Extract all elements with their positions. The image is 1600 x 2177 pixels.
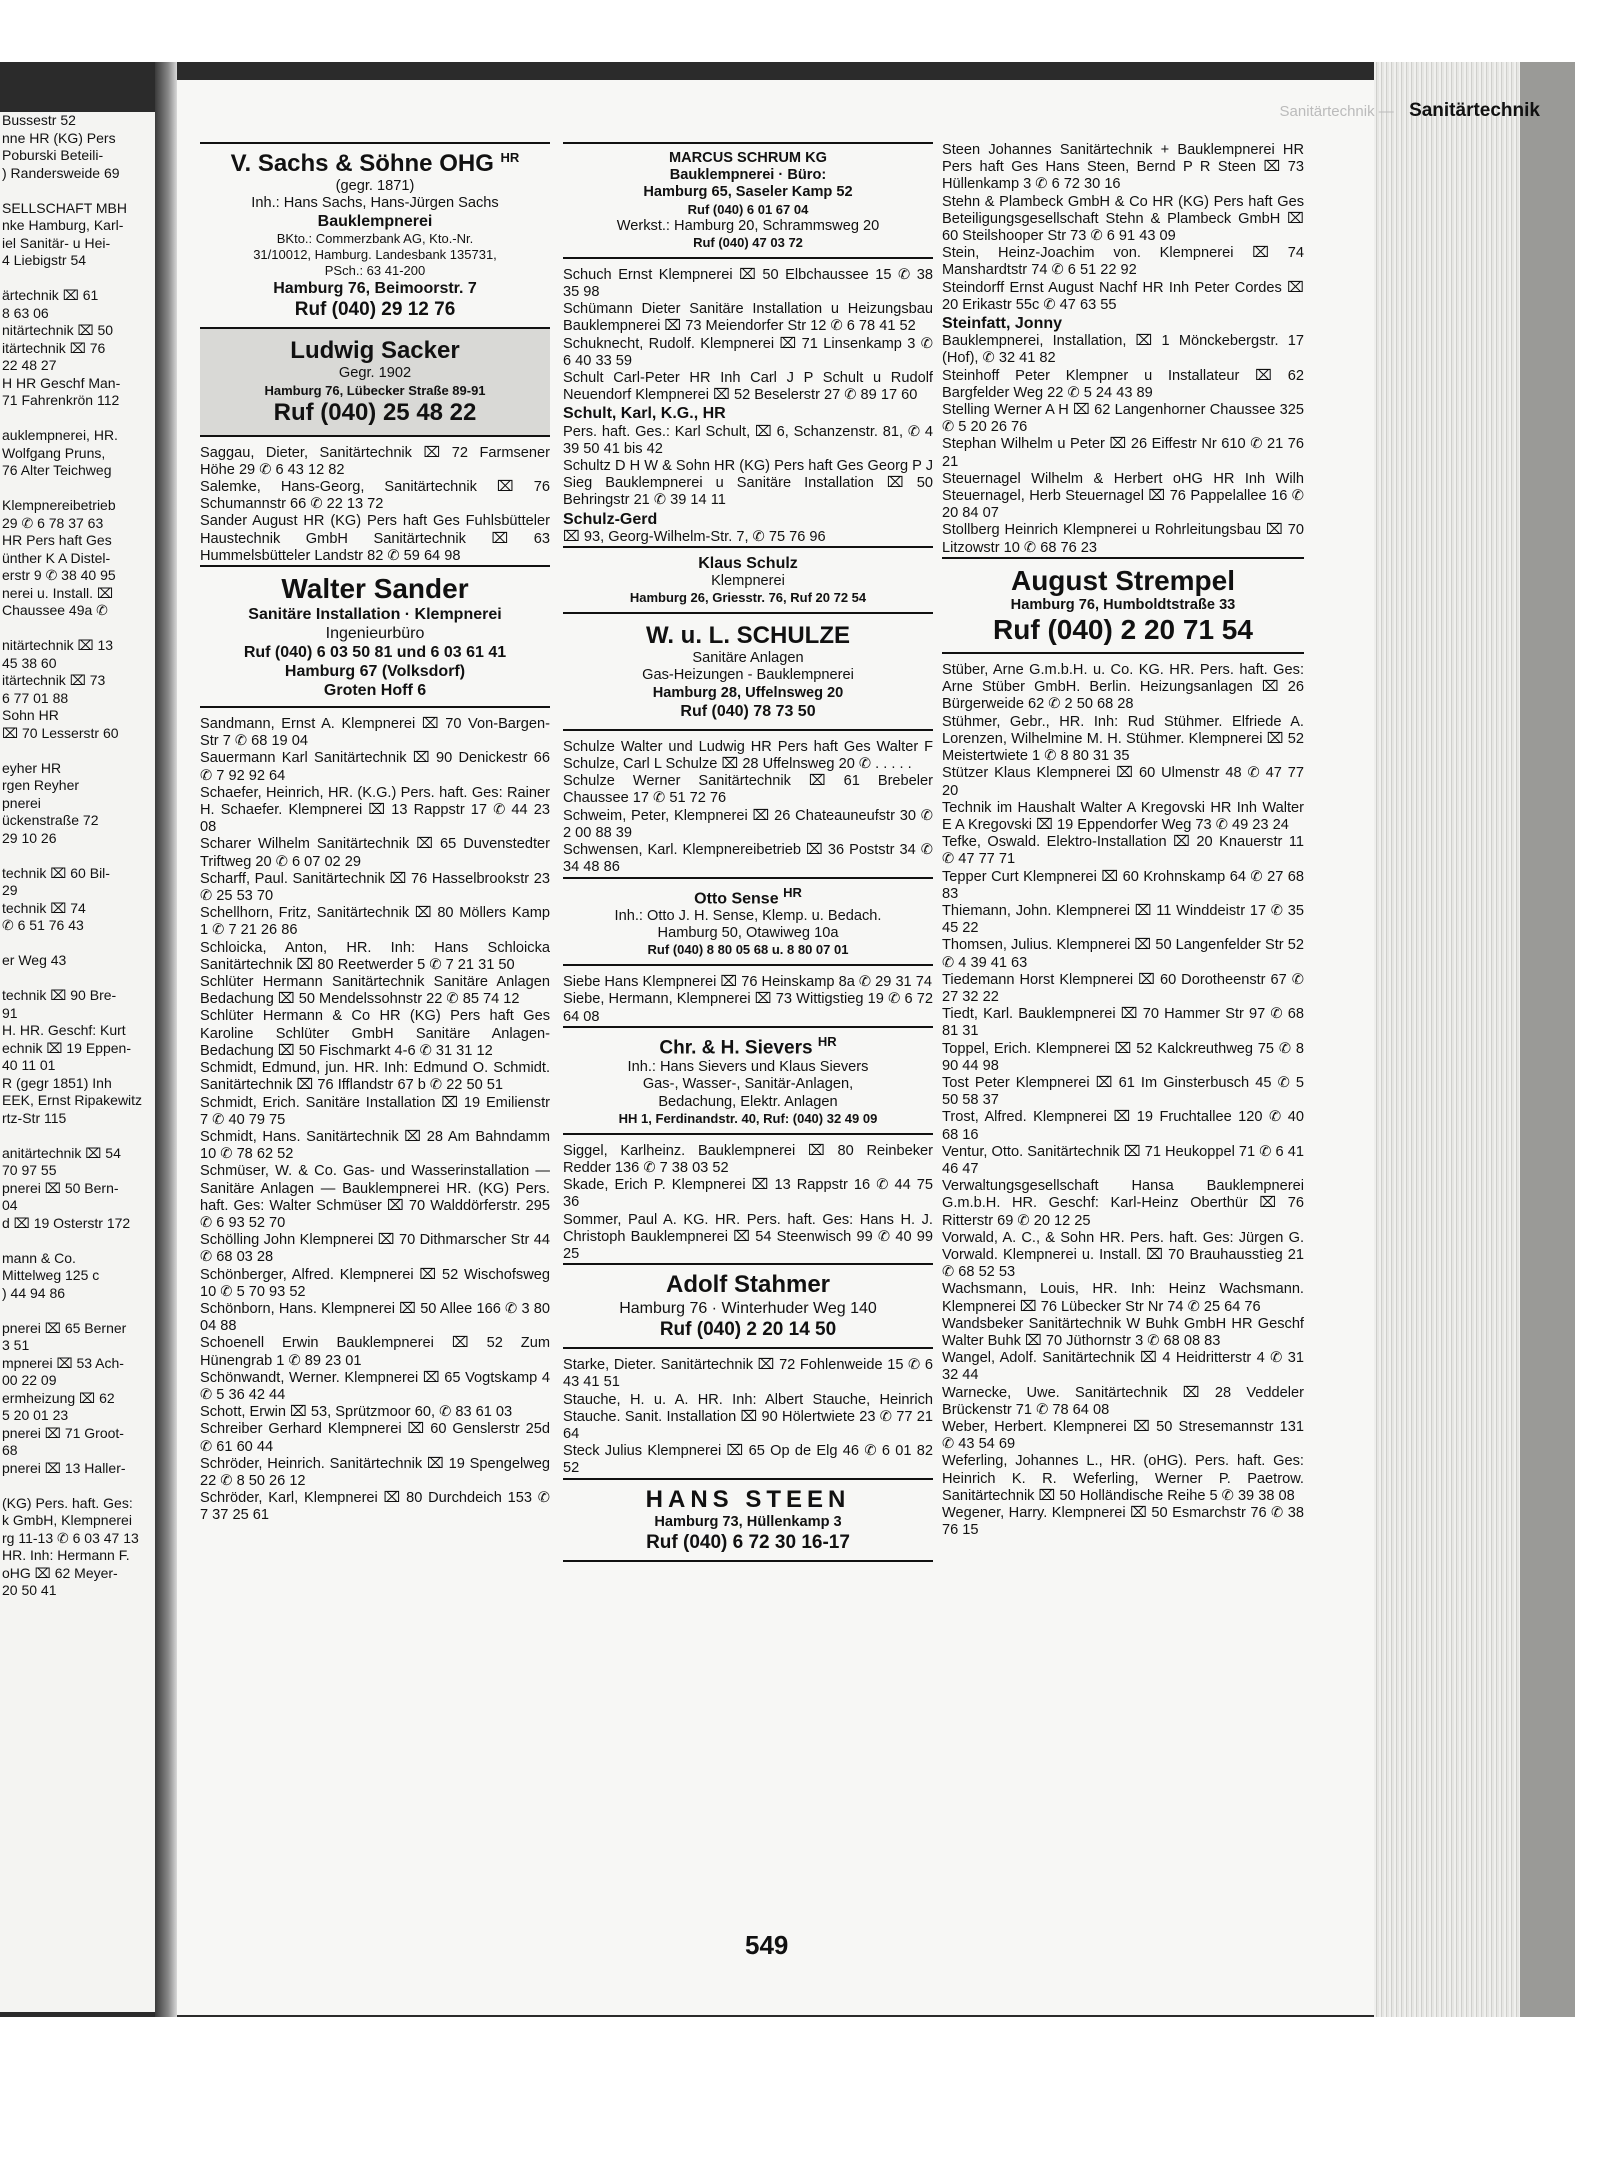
directory-entry: Wandsbeker Sanitärtechnik W Buhk GmbH HR Geschf Walter Buhk ⌧ 70 Jüthornstr 3 ✆ 68 08 83 xyxy=(942,1315,1304,1349)
book-cover-edge xyxy=(1520,62,1575,2017)
column-1 xyxy=(200,142,550,1525)
directory-entry: Salemke, Hans-Georg, Sanitärtechnik ⌧ 76 Schumannstr 66 ✆ 22 13 72 xyxy=(200,479,550,513)
ad-sievers-hr: HR xyxy=(817,1033,837,1049)
left-page-line xyxy=(0,480,155,498)
left-page-line: eyher HR xyxy=(2,759,62,776)
running-header xyxy=(1280,100,1540,122)
left-page-line: nerei u. Install. ⌧ xyxy=(2,584,114,601)
directory-entry: Skade, Erich P. Klempnerei ⌧ 13 Rappstr 16 ✆ 44 75 36 xyxy=(563,1177,933,1211)
left-page-line: rtz-Str 115 xyxy=(2,1109,67,1126)
ad-sachs-phone: Ruf (040) 29 12 76 xyxy=(294,299,456,321)
directory-entry: Stehn & Plambeck GmbH & Co HR (KG) Pers haft Ges Beteiligungsgesellschaft Stehn & Plambeck GmbH ⌧ 60 Steilshooper Str 73 ✆ 6 91 43 09 xyxy=(942,193,1304,245)
left-page-line: Mittelweg 125 c xyxy=(2,1267,100,1283)
left-page-line: 29 xyxy=(2,882,18,898)
directory-entry: Schuch Ernst Klempnerei ⌧ 50 Elbchaussee 15 ✆ 38 35 98 xyxy=(563,266,933,301)
ad-sacker-founded: Gegr. 1902 xyxy=(338,365,412,382)
left-page-line: H. HR. Geschf: Kurt xyxy=(2,1022,126,1038)
directory-entry xyxy=(563,510,933,546)
left-page-line: 91 xyxy=(2,1004,18,1021)
left-page-line: HR. Inh: Hermann F. xyxy=(2,1547,130,1563)
directory-entry: Steck Julius Klempnerei ⌧ 65 Op de Elg 46 ✆ 6 01 82 52 xyxy=(563,1443,933,1477)
left-page-line: technik ⌧ 90 Bre- xyxy=(2,987,117,1003)
directory-entry: Tefke, Oswald. Elektro-Installation ⌧ 20 Knauerstr 11 ✆ 47 77 71 xyxy=(942,834,1304,868)
directory-entry: Stollberg Heinrich Klempnerei u Rohrleitungsbau ⌧ 70 Litzowstr 10 ✆ 68 76 23 xyxy=(942,522,1304,556)
ad-sander xyxy=(200,565,550,708)
left-page-line: 6 77 01 88 xyxy=(2,689,69,706)
directory-entry: Schuknecht, Rudolf. Klempnerei ⌧ 71 Linsenkamp 3 ✆ 6 40 33 59 xyxy=(563,335,933,369)
left-page-line: mpnerei ⌧ 53 Ach- xyxy=(2,1354,124,1371)
left-page-line: pnerei ⌧ 50 Bern- xyxy=(2,1179,119,1196)
column-2 xyxy=(563,142,933,1562)
left-page-line: ) 44 94 86 xyxy=(2,1284,66,1301)
ad-sachs-bank1: BKto.: Commerzbank AG, Kto.-Nr. xyxy=(276,231,474,247)
entries-list xyxy=(563,1357,933,1477)
directory-entry: Schult Carl-Peter HR Inh Carl J P Schult u Rudolf Neuendorf Klempnerei ⌧ 52 Beselerstr 27 ✆ 89 17 60 xyxy=(563,370,933,404)
left-page-line: 40 11 01 xyxy=(2,1057,56,1073)
directory-entry: Thiemann, John. Klempnerei ⌧ 11 Winddeistr 17 ✆ 35 45 22 xyxy=(942,902,1304,937)
directory-entry: Technik im Haushalt Walter A Kregovski HR Inh Walter E A Kregovski ⌧ 19 Eppendorfer Weg 73 ✆ 49 23 24 xyxy=(942,799,1304,833)
left-page-line: technik ⌧ 74 xyxy=(2,899,86,916)
left-page-line: ärtechnik ⌧ 61 xyxy=(2,287,99,303)
ad-schrum-line5: Ruf (040) 47 03 72 xyxy=(693,234,803,250)
directory-entry: Schlüter Hermann & Co HR (KG) Pers haft Ges Karoline Schlüter GmbH Sanitäre Anlagen-Bedachung ⌧ 50 Fischmarkt 4-6 ✆ 31 31 12 xyxy=(200,1008,550,1059)
directory-entry xyxy=(942,314,1304,368)
running-header-faint: Sanitärtechnik — xyxy=(1279,103,1394,120)
ad-hans-steen xyxy=(563,1478,933,1562)
left-page-line: ünther K A Distel- xyxy=(2,549,111,566)
ad-sachs-founded: (gegr. 1871) xyxy=(335,178,415,194)
ad-stahmer-name: Adolf Stahmer xyxy=(665,1271,830,1299)
entry-heading: Schulz-Gerd xyxy=(563,510,658,528)
left-page-line xyxy=(0,620,155,638)
directory-entry: Stützer Klaus Klempnerei ⌧ 60 Ulmenstr 48 ✆ 47 77 20 xyxy=(942,765,1304,799)
directory-entry: Weber, Herbert. Klempnerei ⌧ 50 Stresemannstr 131 ✆ 43 54 69 xyxy=(942,1419,1304,1453)
ad-sievers xyxy=(563,1026,933,1135)
entries-list xyxy=(942,142,1304,557)
left-page-line: 68 xyxy=(2,1442,18,1458)
ad-schrum-name: MARCUS SCHRUM KG xyxy=(668,150,828,166)
directory-entry: Scharff, Paul. Sanitärtechnik ⌧ 76 Hasselbrookstr 23 ✆ 25 53 70 xyxy=(200,870,550,905)
ad-sense-name: Otto Sense xyxy=(694,889,779,907)
entry-details: Pers. haft. Ges.: Karl Schult, ⌧ 6, Schanzenstr. 81, ✆ 4 39 50 41 bis 42 xyxy=(563,423,933,457)
directory-entry: Schümann Dieter Sanitäre Installation u Heizungsbau Bauklempnerei ⌧ 73 Meiendorfer Str 12 ✆ 6 78 41 52 xyxy=(563,301,933,335)
ad-sachs-bank3: PSch.: 63 41-200 xyxy=(324,263,426,279)
left-page-line: erstr 9 ✆ 38 40 95 xyxy=(2,567,116,583)
directory-entry: Tepper Curt Klempnerei ⌧ 60 Krohnskamp 64 ✆ 27 68 83 xyxy=(942,868,1304,902)
ad-sachs-name: V. Sachs & Söhne OHG xyxy=(230,150,494,177)
left-page-line: SELLSCHAFT MBH xyxy=(2,199,127,216)
left-page-line: k GmbH, Klempnerei xyxy=(2,1512,132,1528)
left-page-line: EEK, Ernst Ripakewitz xyxy=(2,1092,143,1108)
directory-entry: Steindorff Ernst August Nachf HR Inh Peter Cordes ⌧ 20 Erikastr 55c ✆ 47 63 55 xyxy=(942,279,1304,313)
directory-entry: Stühmer, Gebr., HR. Inh: Rud Stühmer. Elfriede A. Lorenzen, Wilhelmine M. H. Stühmer. Klempnerei ⌧ 52 Meistertwiete 1 ✆ 8 80 31 35 xyxy=(942,713,1304,765)
ad-strempel-name: August Strempel xyxy=(1010,564,1236,596)
ad-stahmer xyxy=(563,1263,933,1349)
directory-entry: Stephan Wilhelm u Peter ⌧ 26 Eiffestr Nr 610 ✆ 21 76 21 xyxy=(942,436,1304,470)
directory-entry: Stüber, Arne G.m.b.H. u. Co. KG. HR. Pers. haft. Ges: Arne Stüber GmbH. Berlin. Heizungsanlagen ⌧ 26 Bürgerweide 62 ✆ 2 50 68 28 xyxy=(942,662,1304,713)
directory-entry: Weferling, Johannes L., HR. (oHG). Pers. haft. Ges: Heinrich K. R. Weferling, Werner P. Paetrow. Sanitärtechnik ⌧ 50 Holländische Reihe 5 ✆ 39 38 08 xyxy=(942,1453,1304,1504)
left-page-line: 8 63 06 xyxy=(2,304,49,321)
ad-sachs-trade: Bauklempnerei xyxy=(317,213,433,231)
left-page-line xyxy=(0,847,155,865)
entries-list xyxy=(563,974,933,1026)
left-page-line xyxy=(0,410,155,428)
directory-entry: Siggel, Karlheinz. Bauklempnerei ⌧ 80 Reinbeker Redder 136 ✆ 7 38 03 52 xyxy=(563,1142,933,1176)
directory-entry: Siebe Hans Klempnerei ⌧ 76 Heinskamp 8a ✆ 29 31 74 xyxy=(563,974,932,991)
directory-entry: Stein, Heinz-Joachim von. Klempnerei ⌧ 74 Manshardtstr 74 ✆ 6 51 22 92 xyxy=(942,245,1304,279)
ad-sander-office: Ingenieurbüro xyxy=(325,625,425,643)
directory-entry: Schweim, Peter, Klempnerei ⌧ 26 Chateauneufstr 30 ✆ 2 00 88 39 xyxy=(563,807,933,841)
directory-entry: Schultz D H W & Sohn HR (KG) Pers haft Ges Georg P J Sieg Bauklempnerei u Sanitäre Installation ⌧ 50 Behringstr 21 ✆ 39 14 11 xyxy=(563,458,933,509)
ad-steen-phone: Ruf (040) 6 72 30 16-17 xyxy=(646,1531,850,1553)
left-page-line: er Weg 43 xyxy=(2,952,67,968)
left-page-line: nne HR (KG) Pers xyxy=(2,129,116,146)
ad-schrum-line3: Ruf (040) 6 01 67 04 xyxy=(687,201,809,217)
ad-sacker-address: Hamburg 76, Lübecker Straße 89-91 xyxy=(264,382,486,398)
ad-klaus-line1: Klempnerei xyxy=(711,573,785,590)
left-page-line: itärtechnik ⌧ 76 xyxy=(2,339,106,356)
left-page-line xyxy=(0,935,155,953)
left-page-line: 70 97 55 xyxy=(2,1162,57,1178)
entries-list xyxy=(200,445,550,565)
left-page-line: 45 38 60 xyxy=(2,654,57,671)
left-page-line xyxy=(0,270,155,288)
left-page-line: rgen Reyher xyxy=(2,777,80,793)
directory-entry: Schmidt, Erich. Sanitäre Installation ⌧ 19 Emilienstr 7 ✆ 40 79 75 xyxy=(200,1094,550,1128)
ad-wul-line1: Sanitäre Anlagen xyxy=(692,650,804,667)
ad-sievers-line2: Gas-, Wasser-, Sanitär-Anlagen, xyxy=(642,1076,854,1093)
ad-sievers-line1: Inh.: Hans Sievers und Klaus Sievers xyxy=(627,1059,869,1076)
directory-entry: Saggau, Dieter, Sanitärtechnik ⌧ 72 Farmsener Höhe 29 ✆ 6 43 12 82 xyxy=(200,444,550,478)
ad-strempel-address: Hamburg 76, Humboldtstraße 33 xyxy=(1010,596,1236,613)
left-page-line: ⌧ 70 Lesserstr 60 xyxy=(2,724,119,741)
left-page-line xyxy=(0,1302,155,1320)
running-header-title: Sanitärtechnik xyxy=(1409,100,1540,121)
directory-entry: Trost, Alfred. Klempnerei ⌧ 19 Fruchtallee 120 ✆ 40 68 16 xyxy=(942,1109,1304,1143)
left-page-line: 76 Alter Teichweg xyxy=(2,462,112,478)
directory-entry: Wachsmann, Louis, HR. Inh: Heinz Wachsmann. Klempnerei ⌧ 76 Lübecker Str Nr 74 ✆ 25 64 76 xyxy=(942,1281,1304,1315)
directory-entry: Sandmann, Ernst A. Klempnerei ⌧ 70 Von-Bargen-Str 7 ✆ 68 19 04 xyxy=(200,716,550,750)
left-page-line: 3 51 xyxy=(2,1337,30,1353)
directory-entry: Sander August HR (KG) Pers haft Ges Fuhlsbütteler Haustechnik GmbH Sanitärtechnik ⌧ 63 Hummelsbütteler Landstr 82 ✆ 59 64 98 xyxy=(200,513,550,564)
left-page-line: 29 ✆ 6 78 37 63 xyxy=(2,514,104,531)
left-page-line: ermheizung ⌧ 62 xyxy=(2,1389,115,1406)
ad-strempel xyxy=(942,557,1304,654)
page-number: 549 xyxy=(745,1930,789,1960)
directory-entry: Tiedt, Karl. Bauklempnerei ⌧ 70 Hammer Str 97 ✆ 68 81 31 xyxy=(942,1006,1304,1040)
entry-details: ⌧ 93, Georg-Wilhelm-Str. 7, ✆ 75 76 96 xyxy=(563,528,826,545)
ad-sachs-owners: Inh.: Hans Sachs, Hans-Jürgen Sachs xyxy=(251,195,499,212)
left-page-line: auklempnerei, HR. xyxy=(2,427,118,443)
directory-entry: Scharer Wilhelm Sanitärtechnik ⌧ 65 Duvenstedter Triftweg 20 ✆ 6 07 02 29 xyxy=(200,836,550,870)
left-page-line: pnerei ⌧ 13 Haller- xyxy=(2,1459,126,1476)
left-page-line: nke Hamburg, Karl- xyxy=(2,217,124,233)
directory-entry: Starke, Dieter. Sanitärtechnik ⌧ 72 Fohlenweide 15 ✆ 6 43 41 51 xyxy=(563,1357,933,1391)
ad-schrum-line2: Hamburg 65, Saseler Kamp 52 xyxy=(643,184,853,201)
left-page-line xyxy=(0,182,155,200)
ad-klaus-name: Klaus Schulz xyxy=(698,555,798,573)
directory-entry: Tiedemann Horst Klempnerei ⌧ 60 Dorotheenstr 67 ✆ 27 32 22 xyxy=(942,971,1304,1005)
entry-heading: Steinfatt, Jonny xyxy=(942,315,1063,333)
directory-entry: Steuernagel Wilhelm & Herbert oHG HR Inh Wilh Steuernagel, Herb Steuernagel ⌧ 76 Pappelallee 16 ✆ 20 84 07 xyxy=(942,470,1304,522)
left-page-line: HR Pers haft Ges xyxy=(2,532,112,548)
ad-strempel-phone: Ruf (040) 2 20 71 54 xyxy=(993,614,1253,646)
directory-entry: Schönwandt, Werner. Klempnerei ⌧ 65 Vogtskamp 4 ✆ 5 36 42 44 xyxy=(200,1369,550,1403)
directory-entry: Schröder, Karl, Klempnerei ⌧ 80 Durchdeich 153 ✆ 7 37 25 61 xyxy=(200,1490,550,1524)
ad-sander-name: Walter Sander xyxy=(281,573,469,605)
ad-sachs-bank2: 31/10012, Hamburg. Landesbank 135731, xyxy=(253,247,497,263)
ad-sacker xyxy=(200,329,550,436)
directory-entry: Warnecke, Uwe. Sanitärtechnik ⌧ 28 Veddeler Brückenstr 71 ✆ 78 64 08 xyxy=(942,1384,1304,1418)
left-page-line: d ⌧ 19 Osterstr 172 xyxy=(2,1214,131,1231)
left-page-line: Sohn HR xyxy=(2,707,59,723)
left-page-line: rg 11-13 ✆ 6 03 47 13 xyxy=(2,1529,139,1546)
left-page-line: oHG ⌧ 62 Meyer- xyxy=(2,1564,118,1581)
ad-sachs xyxy=(200,142,550,329)
directory-entry: Schönborn, Hans. Klempnerei ⌧ 50 Allee 166 ✆ 3 80 04 88 xyxy=(200,1300,550,1335)
left-page-line: pnerei ⌧ 71 Groot- xyxy=(2,1424,124,1441)
left-page-line: Bussestr 52 xyxy=(2,112,76,128)
entry-heading: Schult, Karl, K.G., HR xyxy=(563,405,726,423)
ad-schrum-line1: Bauklempnerei · Büro: xyxy=(669,167,827,184)
directory-entry: Schott, Erwin ⌧ 53, Sprützmoor 60, ✆ 83 61 03 xyxy=(200,1404,513,1421)
directory-entry: Schulze Werner Sanitärtechnik ⌧ 61 Brebeler Chaussee 17 ✆ 51 72 76 xyxy=(563,773,933,807)
left-page-line: nitärtechnik ⌧ 50 xyxy=(2,322,114,338)
directory-entry: Steinhoff Peter Klempner u Installateur ⌧ 62 Bargfelder Weg 22 ✆ 5 24 43 89 xyxy=(942,367,1304,401)
directory-entry: Wegener, Harry. Klempnerei ⌧ 50 Esmarchstr 76 ✆ 38 76 15 xyxy=(942,1505,1304,1539)
entries-list xyxy=(563,267,933,546)
left-page-line: 71 Fahrenkrön 112 xyxy=(2,392,120,408)
directory-entry: Thomsen, Julius. Klempnerei ⌧ 50 Langenfelder Str 52 ✆ 4 39 41 63 xyxy=(942,937,1304,971)
directory-entry: Schmüser, W. & Co. Gas- und Wasserinstallation — Sanitäre Anlagen — Bauklempnerei HR. (KG) Pers. haft. Ges: Walter Schmüser ⌧ 70 Walddörferstr. 295 ✆ 6 93 52 70 xyxy=(200,1163,550,1231)
entries-list xyxy=(200,716,550,1525)
directory-entry: Schaefer, Heinrich, HR. (K.G.) Pers. haft. Ges: Rainer H. Schaefer. Klempnerei ⌧ 13 Rappstr 17 ✆ 44 23 08 xyxy=(200,784,550,836)
left-page-line: 29 10 26 xyxy=(2,829,57,846)
ad-sievers-name: Chr. & H. Sievers xyxy=(659,1037,813,1059)
ad-steen-name: HANS STEEN xyxy=(645,1485,851,1513)
left-page-line: 04 xyxy=(2,1197,18,1213)
directory-entry: Schloicka, Anton, HR. Inh: Hans Schloicka Sanitärtechnik ⌧ 80 Reetwerder 5 ✆ 7 21 31 50 xyxy=(200,939,550,973)
directory-entry: Schwensen, Karl. Klempnereibetrieb ⌧ 36 Poststr 34 ✆ 34 48 86 xyxy=(563,842,933,876)
left-page-line: Klempnereibetrieb xyxy=(2,497,116,513)
ad-sacker-name: Ludwig Sacker xyxy=(290,337,460,365)
left-page-line: anitärtechnik ⌧ 54 xyxy=(2,1144,121,1161)
directory-entry: Schellhorn, Fritz, Sanitärtechnik ⌧ 80 Möllers Kamp 1 ✆ 7 21 26 86 xyxy=(200,905,550,939)
entries-list xyxy=(563,739,933,877)
ad-wul-schulze xyxy=(563,614,933,731)
left-page-line: Chaussee 49a ✆ xyxy=(2,602,108,618)
directory-entry: Schmidt, Hans. Sanitärtechnik ⌧ 28 Am Bahndamm 10 ✆ 78 62 52 xyxy=(200,1128,550,1163)
directory-entry: Schlüter Hermann Sanitärtechnik Sanitäre Anlagen Bedachung ⌧ 50 Mendelssohnstr 22 ✆ 85 74 12 xyxy=(200,974,550,1008)
directory-entry: Sommer, Paul A. KG. HR. Pers. haft. Ges: Hans H. J. Christoph Bauklempnerei ⌧ 54 Steenwisch 99 ✆ 40 99 25 xyxy=(563,1211,933,1262)
ad-stahmer-phone: Ruf (040) 2 20 14 50 xyxy=(659,1319,837,1341)
entries-list xyxy=(563,1143,933,1263)
left-page-line: ✆ 6 51 76 43 xyxy=(2,917,84,933)
ad-wul-line3: Hamburg 28, Uffelnsweg 20 xyxy=(652,684,844,701)
ad-sachs-address: Hamburg 76, Beimoorstr. 7 xyxy=(273,280,477,298)
left-page-fragment xyxy=(0,112,155,2012)
left-page-line: nitärtechnik ⌧ 13 xyxy=(2,637,114,653)
ad-sander-services: Sanitäre Installation · Klempnerei xyxy=(248,606,502,624)
left-page-line: pnerei ⌧ 65 Berner xyxy=(2,1319,127,1336)
ad-sander-phone: Ruf (040) 6 03 50 81 und 6 03 61 41 xyxy=(243,644,507,662)
left-page-line: Wolfgang Pruns, xyxy=(2,444,106,461)
left-page-line: 22 48 27 xyxy=(2,357,57,373)
ad-klaus-line2: Hamburg 26, Griesstr. 76, Ruf 20 72 54 xyxy=(629,590,867,606)
left-page-line: mann & Co. xyxy=(2,1249,76,1266)
ad-sander-address: Hamburg 67 (Volksdorf) xyxy=(284,663,466,681)
directory-entry: Schröder, Heinrich. Sanitärtechnik ⌧ 19 Spengelweg 22 ✆ 8 50 26 12 xyxy=(200,1455,550,1489)
ad-sense-hr: HR xyxy=(783,884,802,900)
left-page-line: Poburski Beteili- xyxy=(2,147,104,163)
ad-sander-street: Groten Hoff 6 xyxy=(323,682,427,700)
directory-entry: Toppel, Erich. Klempnerei ⌧ 52 Kalckreuthweg 75 ✆ 8 90 44 98 xyxy=(942,1040,1304,1074)
directory-entry xyxy=(563,404,933,458)
column-3 xyxy=(942,142,1304,1539)
left-page-line: 00 22 09 xyxy=(2,1372,57,1388)
directory-entry: Schreiber Gerhard Klempnerei ⌧ 60 Genslerstr 25d ✆ 61 60 44 xyxy=(200,1421,550,1455)
left-page-line: R (gegr 1851) Inh xyxy=(2,1074,112,1091)
ad-sense-line3: Ruf (040) 8 80 05 68 u. 8 80 07 01 xyxy=(647,942,849,958)
left-page-line: pnerei xyxy=(2,794,41,811)
left-page-line: 20 50 41 xyxy=(2,1582,57,1598)
left-page-line: 4 Liebigstr 54 xyxy=(2,252,87,268)
left-page-line: (KG) Pers. haft. Ges: xyxy=(2,1494,133,1511)
left-page-line: 5 20 01 23 xyxy=(2,1407,69,1423)
left-page-line xyxy=(0,970,155,988)
directory-entry: Ventur, Otto. Sanitärtechnik ⌧ 71 Heukoppel 71 ✆ 6 41 46 47 xyxy=(942,1143,1304,1177)
left-page-line: echnik ⌧ 19 Eppen- xyxy=(2,1039,131,1056)
left-page-line: ückenstraße 72 xyxy=(2,812,99,828)
ad-sievers-line4: HH 1, Ferdinandstr. 40, Ruf: (040) 32 49 09 xyxy=(618,1110,878,1126)
directory-entry: Schönberger, Alfred. Klempnerei ⌧ 52 Wischofsweg 10 ✆ 5 70 93 52 xyxy=(200,1266,550,1300)
left-page-line: iel Sanitär- u Hei- xyxy=(2,234,111,251)
directory-entry: Stauche, H. u. A. HR. Inh: Albert Stauche, Heinrich Stauche. Sanit. Installation ⌧ 90 Hölertwiete 23 ✆ 77 21 64 xyxy=(563,1391,933,1443)
ad-schrum-line4: Werkst.: Hamburg 20, Schrammsweg 20 xyxy=(616,217,880,234)
directory-entry: Stelling Werner A H ⌧ 62 Langenhorner Chaussee 325 ✆ 5 20 26 76 xyxy=(942,402,1304,436)
left-page-line xyxy=(0,1232,155,1250)
directory-entry: Sauermann Karl Sanitärtechnik ⌧ 90 Denickestr 66 ✆ 7 92 92 64 xyxy=(200,750,550,784)
directory-entry: Wangel, Adolf. Sanitärtechnik ⌧ 4 Heidritterstr 4 ✆ 31 32 44 xyxy=(942,1350,1304,1384)
ad-sense-line2: Hamburg 50, Otawiweg 10a xyxy=(657,925,839,942)
left-page-line: technik ⌧ 60 Bil- xyxy=(2,864,110,881)
left-page-line: itärtechnik ⌧ 73 xyxy=(2,672,106,688)
ad-klaus-schulz xyxy=(563,546,933,614)
directory-entry: Siebe, Hermann, Klempnerei ⌧ 73 Wittigstieg 19 ✆ 6 72 64 08 xyxy=(563,991,933,1025)
ad-sense xyxy=(563,877,933,967)
book-gutter xyxy=(155,62,177,2017)
left-page-line xyxy=(0,742,155,760)
left-page-line xyxy=(0,1477,155,1495)
left-page-line: ) Randersweide 69 xyxy=(2,164,120,181)
entries-list xyxy=(942,662,1304,1539)
directory-entry: Steen Johannes Sanitärtechnik + Bauklempnerei HR Pers haft Ges Hans Steen, Bernd P R Steen ⌧ 73 Hüllenkamp 3 ✆ 6 72 30 16 xyxy=(942,142,1304,193)
directory-entry: Schmidt, Edmund, jun. HR. Inh: Edmund O. Schmidt. Sanitärtechnik ⌧ 76 Ifflandstr 67 b ✆ 22 50 51 xyxy=(200,1060,550,1094)
ad-sacker-phone: Ruf (040) 25 48 22 xyxy=(273,398,477,426)
entry-details: Bauklempnerei, Installation, ⌧ 1 Mönckebergstr. 17 (Hof), ✆ 32 41 82 xyxy=(942,333,1304,367)
ad-wul-line2: Gas-Heizungen - Bauklempnerei xyxy=(642,667,854,684)
ad-wul-phone: Ruf (040) 78 73 50 xyxy=(680,702,816,720)
ad-stahmer-address: Hamburg 76 · Winterhuder Weg 140 xyxy=(619,1300,877,1318)
ad-sachs-hr: HR xyxy=(500,150,520,165)
left-page-line: H HR Geschf Man- xyxy=(2,374,121,391)
directory-entry: Schölling John Klempnerei ⌧ 70 Dithmarscher Str 44 ✆ 68 03 28 xyxy=(200,1232,550,1266)
directory-entry: Schulze Walter und Ludwig HR Pers haft Ges Walter F Schulze, Carl L Schulze ⌧ 28 Uffelnsweg 20 ✆ . . . . . xyxy=(563,738,933,773)
directory-entry: Tost Peter Klempnerei ⌧ 61 Im Ginsterbusch 45 ✆ 5 50 58 37 xyxy=(942,1074,1304,1109)
ad-steen-address: Hamburg 73, Hüllenkamp 3 xyxy=(654,1513,842,1530)
ad-sievers-line3: Bedachung, Elektr. Anlagen xyxy=(658,1093,838,1110)
ad-sense-line1: Inh.: Otto J. H. Sense, Klemp. u. Bedach. xyxy=(614,907,882,924)
directory-entry: Schoenell Erwin Bauklempnerei ⌧ 52 Zum Hünengrab 1 ✆ 89 23 01 xyxy=(200,1335,550,1369)
left-page-line xyxy=(0,1127,155,1145)
directory-entry: Verwaltungsgesellschaft Hansa Bauklempnerei G.m.b.H. HR. Geschf: Karl-Heinz Oberthür ⌧ 76 Ritterstr 69 ✆ 20 12 25 xyxy=(942,1178,1304,1229)
ad-schrum xyxy=(563,142,933,259)
directory-entry: Vorwald, A. C., & Sohn HR. Pers. haft. Ges: Jürgen G. Vorwald. Klempnerei u. Install. ⌧ 70 Brauhausstieg 21 ✆ 68 52 53 xyxy=(942,1229,1304,1281)
ad-wul-name: W. u. L. SCHULZE xyxy=(646,622,850,650)
